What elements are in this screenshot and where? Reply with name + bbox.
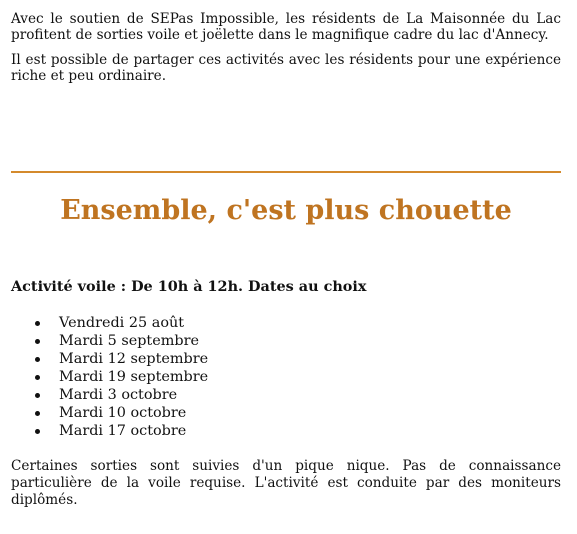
intro-paragraph-2: Il est possible de partager ces activités avec les résidents pour une expérience riche et peu ordinaire. [11,52,561,84]
date-label: Mardi 3 octobre [59,387,178,403]
intro-paragraph-1: Avec le soutien de SEPas Impossible, les résidents de La Maisonnée du Lac profitent de sorties voile et joëlette dans le magnifique cadre du lac d'Annecy. [11,11,561,43]
date-list-item [11,386,208,404]
date-label: Mardi 19 septembre [59,369,209,385]
date-list-item [11,368,208,386]
date-list-item [11,332,208,350]
date-label: Mardi 12 septembre [59,351,209,367]
date-label: Mardi 5 septembre [59,333,199,349]
date-list-item [11,404,208,422]
bullet-icon [35,339,40,344]
dates-list [11,314,208,440]
date-list-item [11,350,208,368]
bullet-icon [35,411,40,416]
closing-paragraph: Certaines sorties sont suivies d'un pique nique. Pas de connaissance particulière de la voile requise. L'activité est conduite par des moniteurs diplômés. [11,458,561,508]
page-content [11,0,561,508]
date-list-item [11,422,208,440]
bullet-icon [35,357,40,362]
bullet-icon [35,375,40,380]
date-label: Mardi 17 octobre [59,423,187,439]
section-divider [11,171,561,173]
bullet-icon [35,321,40,326]
bullet-icon [35,393,40,398]
section-heading: Ensemble, c'est plus chouette [60,195,512,226]
date-list-item [11,314,208,332]
date-label: Mardi 10 octobre [59,405,187,421]
date-label: Vendredi 25 août [59,315,185,331]
bullet-icon [35,429,40,434]
activity-title: Activité voile : De 10h à 12h. Dates au choix [11,278,367,295]
